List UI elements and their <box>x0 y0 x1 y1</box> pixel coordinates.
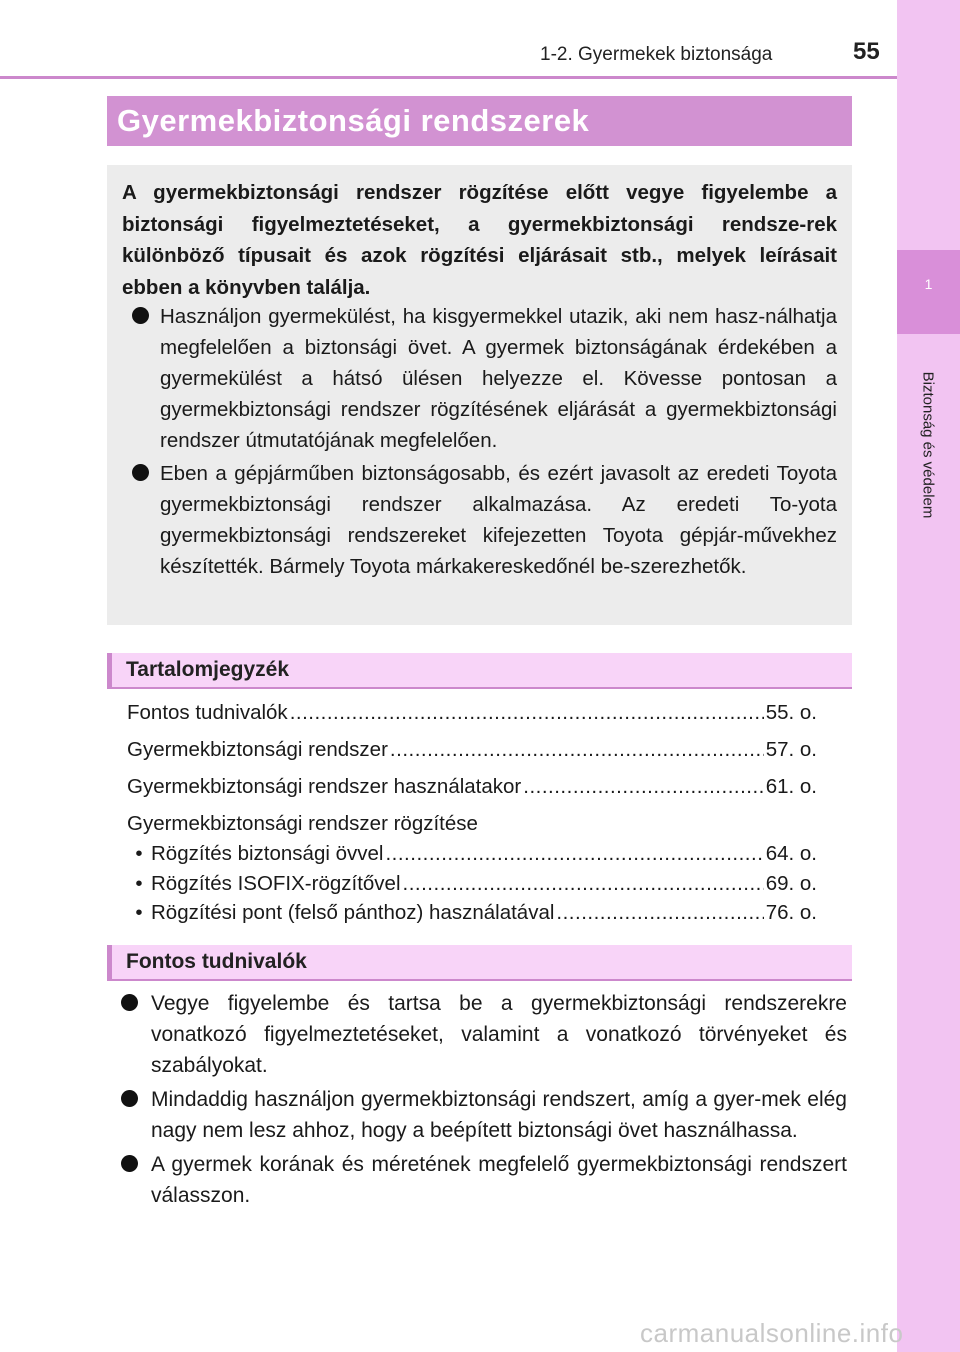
toc-leader <box>385 839 763 869</box>
list-item-text: Vegye figyelembe és tartsa be a gyermekbiztonsági rendszerekre vonatkozó figyelmeztetéseket, valamint a vonatkozó törvényeket és szabályokat. <box>151 992 847 1077</box>
toc-heading-bar <box>107 653 852 689</box>
toc-entry-page: 69. o. <box>765 871 817 895</box>
intro-summary: A gyermekbiztonsági rendszer rögzítése előtt vegye figyelembe a biztonsági figyelmeztetéseket, a gyermekbiztonsági rendsze-rek különböző típusait és azok rögzítési eljárásait stb., melyek leírásait ebben a könyvben találja. <box>122 181 837 299</box>
toc-entry-page: 55. o. <box>765 701 817 724</box>
toc-entry[interactable] <box>127 734 817 765</box>
toc-entry[interactable] <box>127 771 817 802</box>
intro-bullet-list <box>122 301 837 582</box>
toc-entry-page: 57. o. <box>765 738 817 761</box>
side-chapter-tab <box>897 250 960 334</box>
sub-bullet-icon: • <box>135 871 143 895</box>
toc-entry-page: 61. o. <box>765 775 817 798</box>
list-item <box>122 458 837 582</box>
page-title: Gyermekbiztonsági rendszerek <box>117 103 590 138</box>
list-item-text: Használjon gyermekülést, ha kisgyermekkel utazik, aki nem hasz-nálhatja megfelelően a biztonsági övet. A gyermek biztonságának érdekében a gyermekülést a hátsó ülésen helyezze el. Kövesse pontosan a gyermekbiztonsági rendszer rögzítésének eljárását a gyermekbiztonsági rendszer útmutatójának megfelelően. <box>160 305 837 452</box>
bullet-icon <box>121 1090 138 1107</box>
sub-bullet-icon: • <box>135 901 143 924</box>
toc-group-label <box>127 808 817 839</box>
toc-entry-label: Gyermekbiztonsági rendszer <box>127 738 388 761</box>
list-item <box>122 301 837 456</box>
section-heading: 1-2. Gyermekek biztonsága <box>540 44 773 65</box>
notes-heading-bar <box>107 945 852 981</box>
side-chapter-strip <box>897 0 960 1352</box>
list-item <box>107 1149 847 1211</box>
toc-group-label-text: Gyermekbiztonsági rendszer rögzítése <box>127 812 478 835</box>
page-number: 55 <box>853 38 880 65</box>
list-item-text: Mindaddig használjon gyermekbiztonsági rendszert, amíg a gyer-mek elég nagy nem lesz ahhoz, hogy a beépített biztonsági övet használhassa. <box>151 1088 847 1142</box>
toc-sub-entry[interactable] <box>127 869 817 899</box>
toc-entry-label: Fontos tudnivalók <box>127 701 288 724</box>
list-item <box>107 988 847 1081</box>
header-divider <box>0 76 897 79</box>
toc-heading: Tartalomjegyzék <box>126 658 290 681</box>
chapter-title: Biztonság és védelem <box>919 371 937 519</box>
bullet-icon <box>132 464 149 481</box>
toc-leader <box>290 697 764 728</box>
toc-leader <box>403 869 764 899</box>
bullet-icon <box>132 307 149 324</box>
bullet-icon <box>121 1155 138 1172</box>
sub-bullet-icon: • <box>135 842 143 865</box>
notes-list <box>107 988 847 1214</box>
chapter-number: 1 <box>924 276 933 292</box>
toc-leader <box>523 771 763 802</box>
toc-entry-label: Rögzítés biztonsági övvel <box>151 842 384 865</box>
notes-heading: Fontos tudnivalók <box>126 950 307 973</box>
table-of-contents <box>127 697 817 928</box>
toc-entry-label: Rögzítési pont (felső pánthoz) használatával <box>151 901 555 924</box>
toc-leader <box>390 734 764 765</box>
toc-entry-page: 76. o. <box>765 901 817 924</box>
list-item <box>107 1084 847 1146</box>
watermark: carmanualsonline.info <box>640 1318 904 1348</box>
toc-entry-page: 64. o. <box>765 842 817 865</box>
toc-leader <box>556 898 763 928</box>
toc-sub-entry[interactable] <box>127 898 817 928</box>
toc-entry[interactable] <box>127 697 817 728</box>
list-item-text: A gyermek korának és méretének megfelelő gyermekbiztonsági rendszert válasszon. <box>151 1153 847 1207</box>
toc-entry-label: Gyermekbiztonsági rendszer használatakor <box>127 775 522 798</box>
toc-entry-label: Rögzítés ISOFIX-rögzítővel <box>151 871 401 895</box>
toc-sub-entry[interactable] <box>127 839 817 869</box>
page-title-bar <box>107 96 852 146</box>
intro-box <box>107 165 852 625</box>
list-item-text: Eben a gépjárműben biztonságosabb, és ezért javasolt az eredeti Toyota gyermekbiztonsági rendszer alkalmazása. Az eredeti To-yota gyermekbiztonsági rendszereket kifejezetten Toyota gépjár-művekhez készítették. Bármely Toyota márkakereskedőnél be-szerezhetők. <box>160 462 837 578</box>
bullet-icon <box>121 994 138 1011</box>
